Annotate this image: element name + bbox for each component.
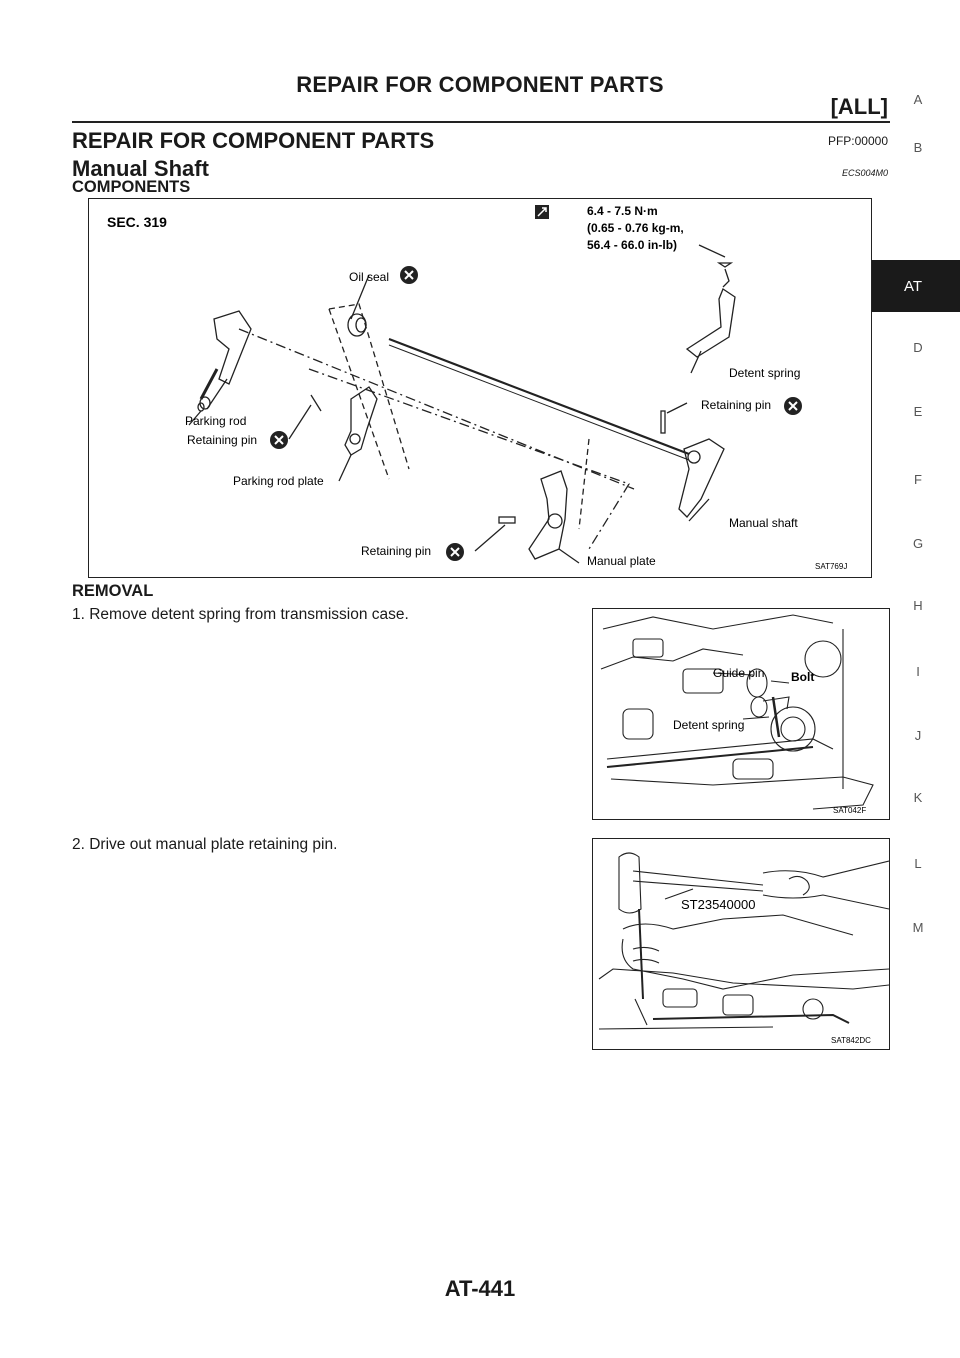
subsection-code: ECS004M0 [841,168,888,178]
label-tool-number: ST23540000 [681,897,756,912]
components-figure [88,198,872,578]
index-letter-a[interactable]: A [913,92,923,107]
retaining-pin-illustration [593,839,889,1049]
section-title: REPAIR FOR COMPONENT PARTS [72,128,435,153]
label-bolt: Bolt [791,670,815,684]
removal-heading: REMOVAL [72,582,154,600]
figure-code-2: SAT042F [833,806,867,815]
replace-icon-oil-seal [400,266,418,284]
figure-code-3: SAT842DC [831,1036,871,1045]
components-heading: COMPONENTS [72,178,191,196]
label-parking-rod-plate: Parking rod plate [233,474,324,488]
detent-spring-figure [592,608,890,820]
section-code: PFP:00000 [827,134,888,148]
index-tab-active[interactable]: AT [866,260,960,312]
torque-spec-line1: 6.4 - 7.5 N·m [587,204,658,218]
index-letter-i[interactable]: I [916,664,920,679]
components-diagram [89,199,871,577]
header-divider [72,121,890,123]
index-letter-l[interactable]: L [914,856,922,871]
index-letter-g[interactable]: G [912,536,924,551]
page-number: AT-441 [444,1276,516,1301]
sec-label: SEC. 319 [107,214,167,230]
replace-icon-retaining-pin-left [270,431,288,449]
page-header-subtitle: [ALL] [830,94,888,119]
label-guide-pin: Guide pin [713,666,765,680]
index-letter-b[interactable]: B [913,140,923,155]
torque-spec-line3: 56.4 - 66.0 in-lb) [587,238,678,252]
label-retaining-pin-left: Retaining pin [187,433,258,447]
page-header-title: REPAIR FOR COMPONENT PARTS [296,72,664,97]
replace-icon-retaining-pin-bottom [446,543,464,561]
label-retaining-pin-right: Retaining pin [701,398,772,412]
replace-icon-retaining-pin-right [784,397,802,415]
label-parking-rod: Parking rod [185,414,247,428]
index-letter-e[interactable]: E [913,404,923,419]
subsection-title: Manual Shaft [72,156,209,181]
index-letter-f[interactable]: F [914,472,922,487]
label-manual-shaft: Manual shaft [729,516,798,530]
index-letter-j[interactable]: J [914,728,922,743]
removal-step-2: 2. Drive out manual plate retaining pin. [72,836,338,853]
retaining-pin-figure [592,838,890,1050]
index-letter-d[interactable]: D [913,340,923,355]
figure-code: SAT769J [815,562,848,571]
label-manual-plate: Manual plate [587,554,656,568]
label-detent-spring: Detent spring [729,366,801,380]
label-oil-seal: Oil seal [349,270,390,284]
index-letter-k[interactable]: K [913,790,923,805]
torque-spec-line2: (0.65 - 0.76 kg-m, [587,221,684,235]
index-letter-h[interactable]: H [913,598,923,613]
index-letter-m[interactable]: M [912,920,924,935]
detent-spring-illustration [593,609,889,819]
label-retaining-pin-bottom: Retaining pin [361,544,432,558]
torque-icon [535,205,549,219]
label-detent-spring-2: Detent spring [673,718,745,732]
removal-step-1: 1. Remove detent spring from transmission case. [72,606,409,623]
